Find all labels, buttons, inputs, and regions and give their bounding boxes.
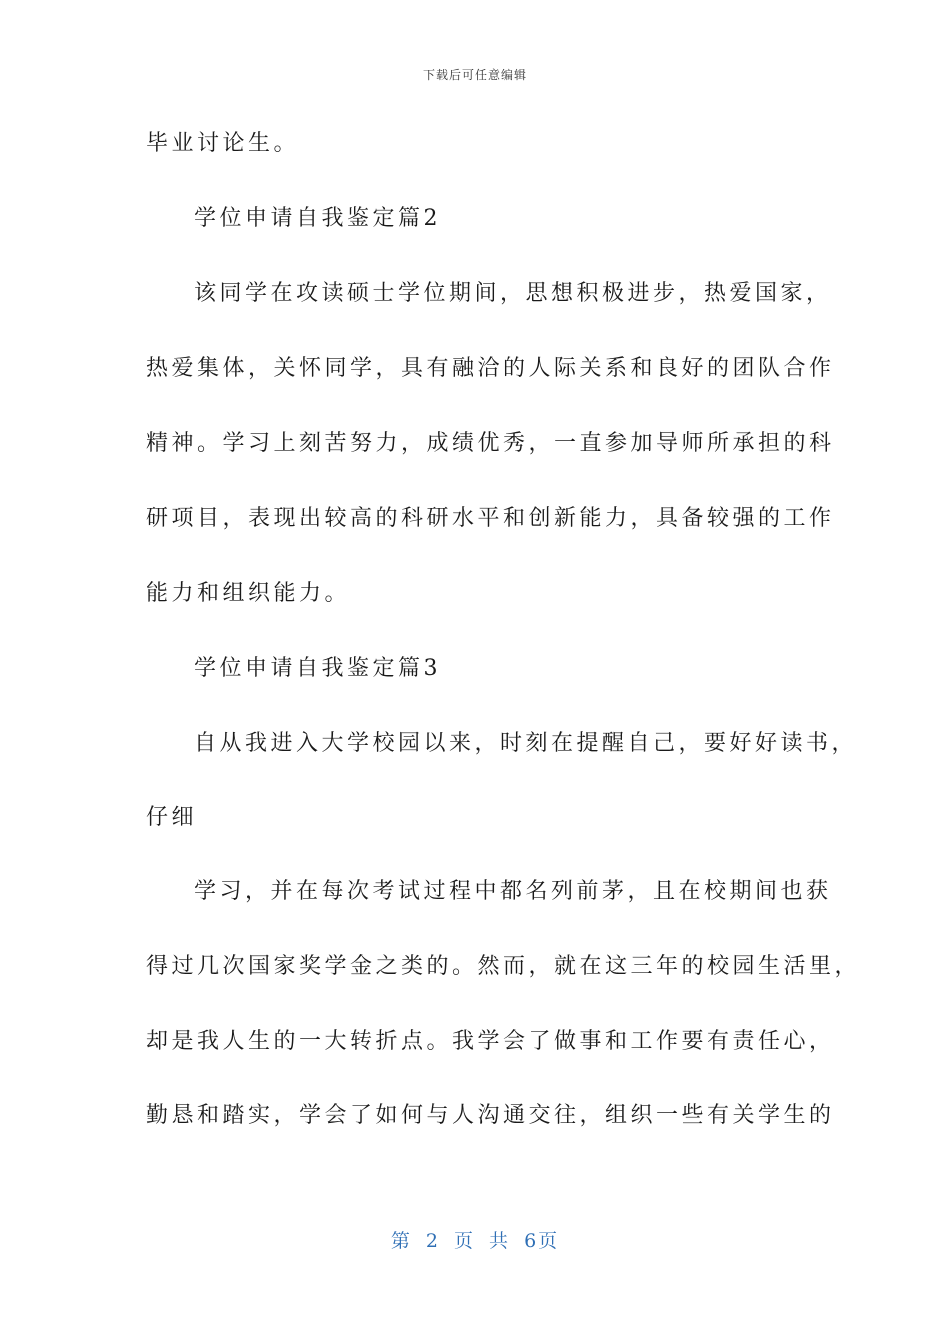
text-line: 学习，并在每次考试过程中都名列前茅，且在校期间也获 <box>194 879 832 904</box>
text-line: 研项目，表现出较高的科研水平和创新能力，具备较强的工作 <box>146 506 835 531</box>
header-note: 下载后可任意编辑 <box>422 68 527 82</box>
text-line: 勤恳和踏实，学会了如何与人沟通交往，组织一些有关学生的 <box>146 1103 835 1128</box>
text-line: 该同学在攻读硕士学位期间，思想积极进步，热爱国家， <box>194 281 832 306</box>
section-heading: 学位申请自我鉴定篇2 <box>194 206 441 231</box>
text-line: 得过几次国家奖学金之类的。然而，就在这三年的校园生活里， <box>146 954 861 979</box>
text-line: 仔细 <box>146 805 198 830</box>
text-line: 毕业讨论生。 <box>146 131 300 156</box>
text-line: 热爱集体，关怀同学，具有融洽的人际关系和良好的团队合作 <box>146 356 835 381</box>
page-number: 第 2 页 共 6页 <box>390 1230 560 1252</box>
text-line: 却是我人生的一大转折点。我学会了做事和工作要有责任心， <box>146 1029 835 1054</box>
text-line: 能力和组织能力。 <box>146 581 351 606</box>
text-line: 自从我进入大学校园以来，时刻在提醒自己，要好好读书， <box>194 731 858 756</box>
text-line: 精神。学习上刻苦努力，成绩优秀，一直参加导师所承担的科 <box>146 431 835 456</box>
section-heading: 学位申请自我鉴定篇3 <box>194 656 441 681</box>
